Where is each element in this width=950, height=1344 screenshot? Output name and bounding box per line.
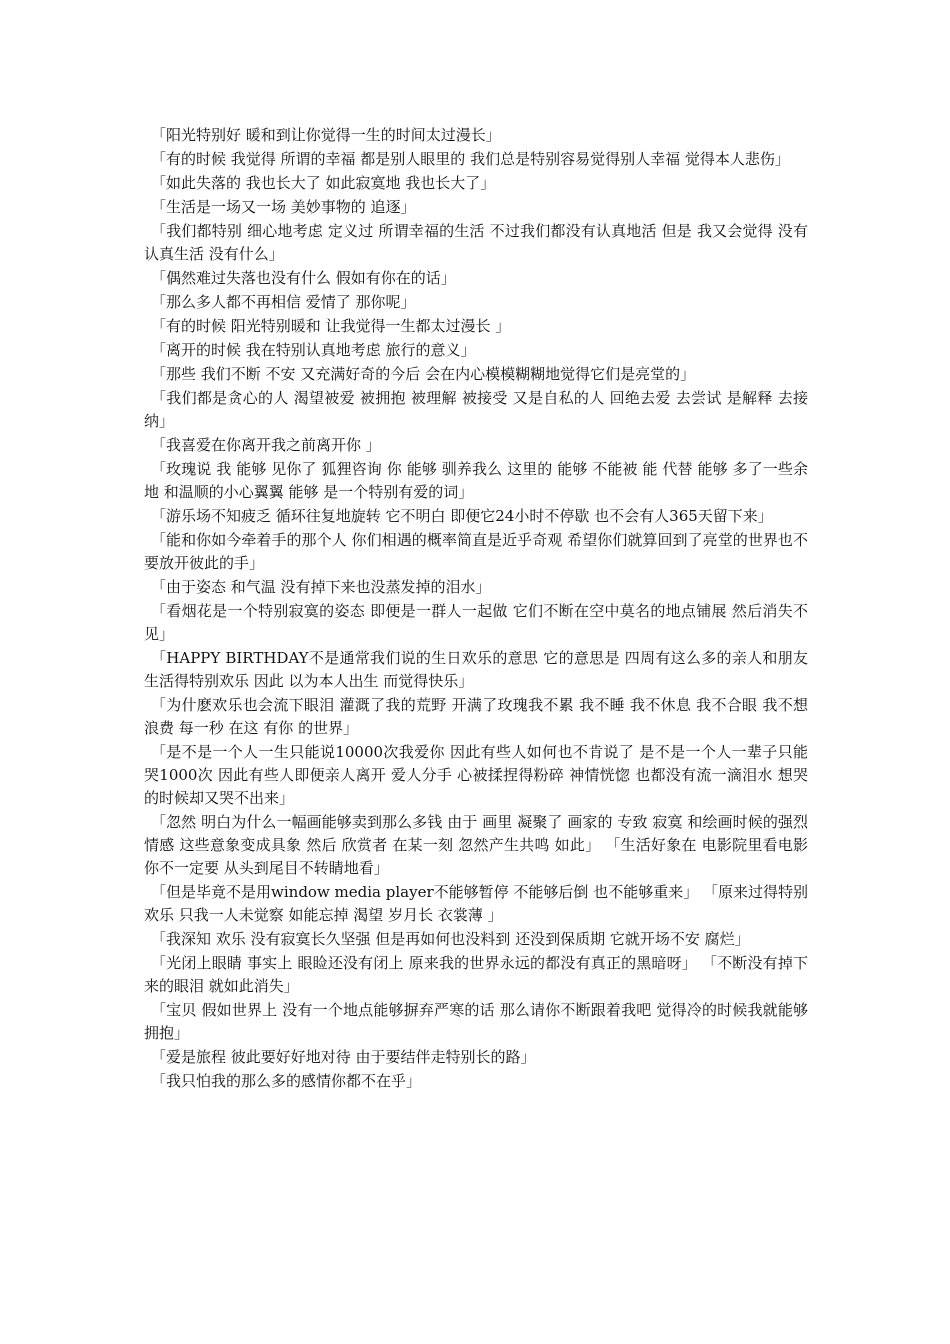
paragraph: 「我喜爱在你离开我之前离开你 」 bbox=[151, 436, 381, 454]
paragraph: 「我们都特别 细心地考虑 定义过 所谓幸福的生活 不过我们都没有认真地活 但是 我又会觉得 没有认真生活 没有什么」 bbox=[144, 222, 808, 263]
paragraph: 「生活是一场又一场 美妙事物的 追逐」 bbox=[151, 198, 416, 216]
paragraph: 「HAPPY BIRTHDAY不是通常我们说的生日欢乐的意思 它的意思是 四周有这么多的亲人和朋友 生活得特别欢乐 因此 以为本人出生 而觉得快乐」 bbox=[144, 649, 808, 690]
paragraph: 「那么多人都不再相信 爱情了 那你呢」 bbox=[151, 293, 416, 311]
paragraph: 「偶然难过失落也没有什么 假如有你在的话」 bbox=[151, 269, 456, 287]
paragraph: 「忽然 明白为什么一幅画能够卖到那么多钱 由于 画里 凝聚了 画家的 专致 寂寞 和绘画时候的强烈情感 这些意象变成具象 然后 欣赏者 在某一刻 忽然产生共鸣 如此」 「生活好象在 电影院里看电影 你不一定要 从头到尾目不转睛地看」 bbox=[144, 813, 808, 877]
paragraph: 「阳光特别好 暖和到让你觉得一生的时间太过漫长」 bbox=[151, 126, 501, 144]
paragraph: 「为什麽欢乐也会流下眼泪 灌溉了我的荒野 开满了玫瑰我不累 我不睡 我不休息 我不合眼 我不想浪费 每一秒 在这 有你 的世界」 bbox=[144, 696, 808, 737]
paragraph: 「由于姿态 和气温 没有掉下来也没蒸发掉的泪水」 bbox=[151, 578, 491, 596]
paragraph: 「有的时候 我觉得 所谓的幸福 都是别人眼里的 我们总是特别容易觉得别人幸福 觉得本人悲伤」 bbox=[151, 150, 790, 168]
paragraph: 「有的时候 阳光特别暖和 让我觉得一生都太过漫长 」 bbox=[151, 317, 511, 335]
paragraph: 「能和你如今牵着手的那个人 你们相遇的概率简直是近乎奇观 希望你们就算回到了亮堂的世界也不要放开彼此的手」 bbox=[144, 531, 808, 572]
paragraph: 「我只怕我的那么多的感情你都不在乎」 bbox=[151, 1072, 422, 1090]
paragraph: 「游乐场不知疲乏 循环往复地旋转 它不明白 即便它24小时不停歇 也不会有人365天留下来」 bbox=[151, 507, 773, 525]
paragraph: 「爱是旅程 彼此要好好地对待 由于要结伴走特别长的路」 bbox=[151, 1048, 536, 1066]
paragraph: 「但是毕竟不是用window media player不能够暂停 不能够后倒 也不能够重来」 「原来过得特别欢乐 只我一人未觉察 如能忘掉 渴望 岁月长 衣裳薄 」 bbox=[144, 883, 808, 924]
paragraph: 「离开的时候 我在特别认真地考虑 旅行的意义」 bbox=[151, 341, 476, 359]
paragraph: 「我深知 欢乐 没有寂寞长久坚强 但是再如何也没料到 还没到保质期 它就开场不安 腐烂」 bbox=[151, 930, 750, 948]
paragraph: 「宝贝 假如世界上 没有一个地点能够摒弃严寒的话 那么请你不断跟着我吧 觉得冷的时候我就能够拥抱」 bbox=[144, 1001, 808, 1042]
paragraph: 「光闭上眼睛 事实上 眼睑还没有闭上 原来我的世界永远的都没有真正的黑暗呀」 「不断没有掉下来的眼泪 就如此消失」 bbox=[144, 954, 808, 995]
paragraph: 「那些 我们不断 不安 又充满好奇的今后 会在内心模模糊糊地觉得它们是亮堂的」 bbox=[151, 365, 696, 383]
paragraph: 「看烟花是一个特别寂寞的姿态 即便是一群人一起做 它们不断在空中莫名的地点铺展 然后消失不见」 bbox=[144, 602, 808, 643]
paragraph: 「我们都是贪心的人 渴望被爱 被拥抱 被理解 被接受 又是自私的人 回绝去爱 去尝试 是解释 去接纳」 bbox=[144, 389, 808, 430]
document-body bbox=[144, 124, 808, 1094]
paragraph: 「玫瑰说 我 能够 见你了 狐狸咨询 你 能够 驯养我么 这里的 能够 不能被 能 代替 能够 多了一些余地 和温顺的小心翼翼 能够 是一个特别有爱的词」 bbox=[144, 460, 808, 501]
paragraph: 「如此失落的 我也长大了 如此寂寞地 我也长大了」 bbox=[151, 174, 496, 192]
paragraph: 「是不是一个人一生只能说10000次我爱你 因此有些人如何也不肯说了 是不是一个人一辈子只能哭1000次 因此有些人即便亲人离开 爱人分手 心被揉捏得粉碎 神情恍惚 也都没有流一滴泪水 想哭的时候却又哭不出来」 bbox=[144, 743, 808, 807]
